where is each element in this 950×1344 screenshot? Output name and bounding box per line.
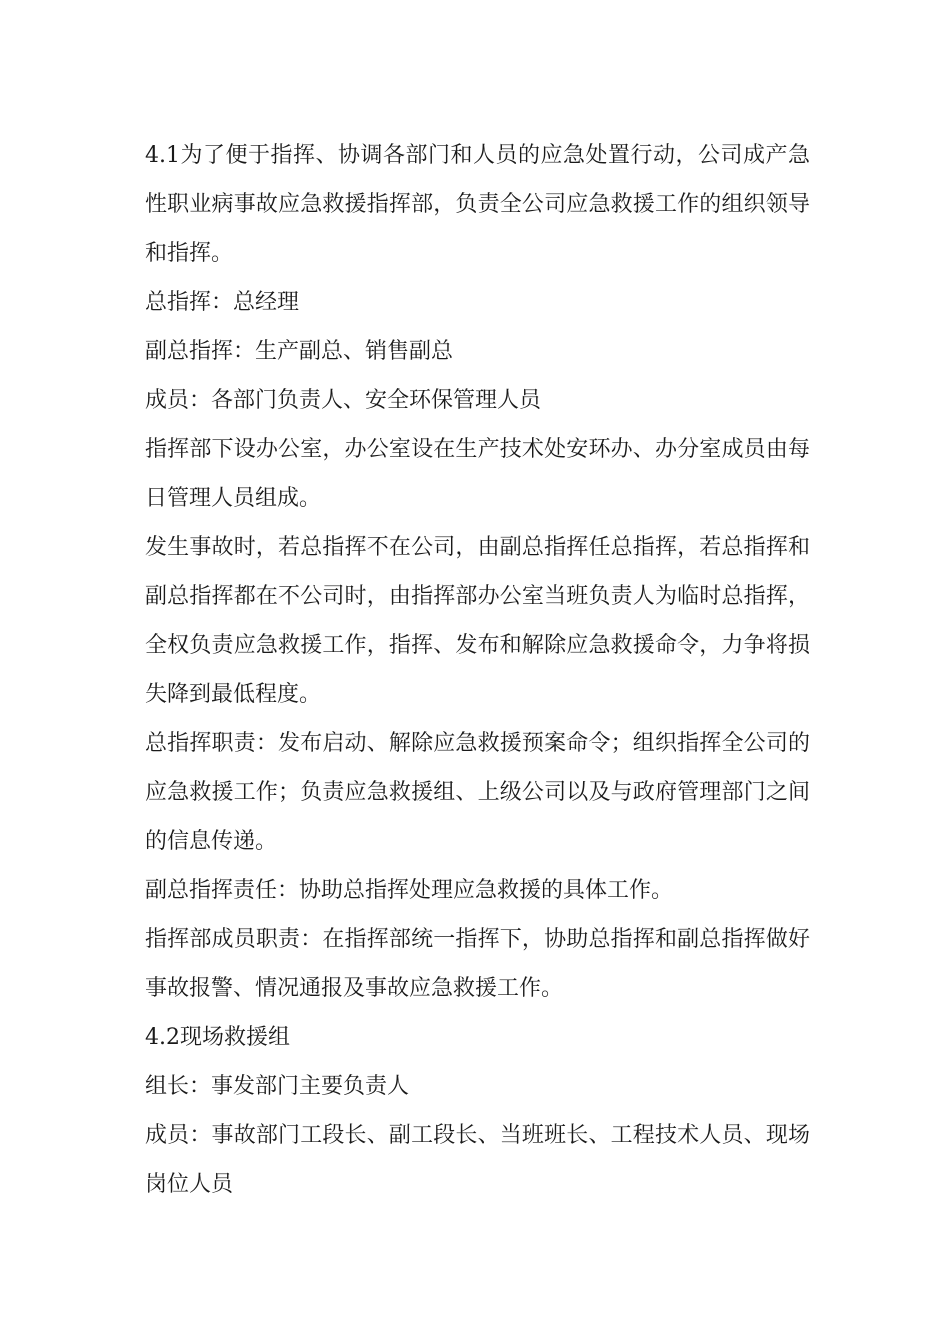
paragraph-members: 成员：各部门负责人、安全环保管理人员: [145, 388, 542, 413]
paragraph-team-leader: 组长：事发部门主要负责人: [145, 1074, 410, 1099]
paragraph-team-members: 成员：事故部门工段长、副工段长、当班班长、工程技术人员、现场岗位人员: [145, 1123, 810, 1197]
heading-section-4-2: 4.2现场救援组: [145, 1025, 290, 1050]
paragraph-accident-substitution: 发生事故时，若总指挥不在公司，由副总指挥任总指挥，若总指挥和副总指挥都在不公司时，由指挥部办公室当班负责人为临时总指挥，全权负责应急救援工作，指挥、发布和解除应急救援命令，力争将损失降到最低程度。: [145, 535, 810, 707]
document-body: [145, 131, 810, 1209]
paragraph-commander: 总指挥：总经理: [145, 290, 300, 315]
paragraph-member-duties: 指挥部成员职责：在指挥部统一指挥下，协助总指挥和副总指挥做好事故报警、情况通报及事故应急救援工作。: [145, 927, 810, 1001]
paragraph-deputy-commander: 副总指挥：生产副总、销售副总: [145, 339, 454, 364]
paragraph-office: 指挥部下设办公室，办公室设在生产技术处安环办、办分室成员由每日管理人员组成。: [145, 437, 810, 511]
paragraph-commander-duties: 总指挥职责：发布启动、解除应急救援预案命令；组织指挥全公司的应急救援工作；负责应急救援组、上级公司以及与政府管理部门之间的信息传递。: [145, 731, 810, 854]
paragraph-section-4-1: 4.1为了便于指挥、协调各部门和人员的应急处置行动，公司成产急性职业病事故应急救援指挥部，负责全公司应急救援工作的组织领导和指挥。: [145, 143, 810, 266]
paragraph-deputy-duties: 副总指挥责任：协助总指挥处理应急救援的具体工作。: [145, 878, 674, 903]
